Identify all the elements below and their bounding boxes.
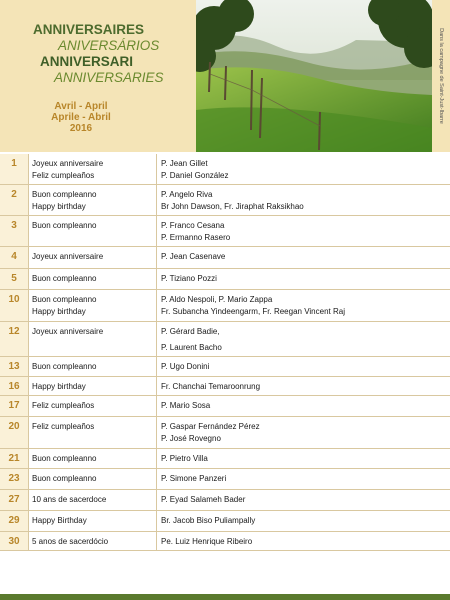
person-name: P. Gaspar Fernández Pérez [161, 422, 260, 431]
day-cell [0, 216, 29, 246]
day-number: 30 [8, 536, 20, 547]
day-cell [0, 396, 29, 416]
person-name: P. José Rovegno [161, 434, 221, 443]
day-number: 21 [8, 453, 20, 464]
column-divider [156, 154, 157, 184]
column-divider [156, 449, 157, 468]
greeting-text: Buon compleanno [32, 221, 97, 230]
table-row [0, 290, 450, 322]
column-divider [156, 417, 157, 448]
person-name: P. Laurent Bacho [161, 343, 222, 352]
person-name: P. Mario Sosa [161, 401, 211, 410]
table-row [0, 185, 450, 216]
person-name: P. Daniel González [161, 171, 229, 180]
greeting-text: Buon compleanno [32, 362, 97, 371]
title-portuguese: ANIVERSÁRIOS [58, 38, 160, 53]
table-row [0, 511, 450, 532]
person-name: P. Franco Cesana [161, 221, 225, 230]
day-number: 4 [11, 251, 17, 262]
table-row [0, 377, 450, 396]
person-name: P. Simone Panzeri [161, 474, 227, 483]
month-line-2: Aprile - Abril [51, 112, 111, 123]
person-name: P. Jean Gillet [161, 159, 208, 168]
person-name: P. Eyad Salameh Bader [161, 495, 246, 504]
title-french: ANNIVERSAIRES [33, 22, 145, 37]
greeting-text: Buon compleanno [32, 190, 97, 199]
title-english: ANNIVERSARIES [54, 70, 164, 85]
column-divider [156, 247, 157, 268]
person-name: Br John Dawson, Fr. Jiraphat Raksikhao [161, 202, 304, 211]
anniversary-table [0, 154, 450, 551]
column-divider [156, 357, 157, 376]
photo-credit-strip [432, 0, 450, 152]
table-row [0, 417, 450, 449]
table-row [0, 247, 450, 269]
greeting-text: Feliz cumpleaños [32, 401, 95, 410]
greeting-text: Buon compleanno [32, 474, 97, 483]
column-divider [156, 469, 157, 489]
table-row [0, 216, 450, 247]
person-name: Br. Jacob Biso Puliampally [161, 516, 256, 525]
person-name: P. Ermanno Rasero [161, 233, 231, 242]
title-italian: ANNIVERSARI [40, 54, 134, 69]
footer-bar [0, 594, 450, 600]
day-number: 3 [11, 220, 17, 231]
table-row [0, 154, 450, 185]
day-number: 20 [8, 421, 20, 432]
day-number: 16 [8, 381, 20, 392]
column-divider [156, 322, 157, 356]
day-cell [0, 377, 29, 395]
month-block [50, 101, 112, 134]
greeting-text: Feliz cumpleaños [32, 422, 95, 431]
day-number: 12 [8, 326, 20, 337]
day-number: 13 [8, 361, 20, 372]
greeting-text: Buon compleanno [32, 295, 97, 304]
column-divider [156, 511, 157, 531]
day-number: 5 [11, 273, 17, 284]
day-number: 17 [8, 400, 20, 411]
greeting-text: Happy birthday [32, 307, 86, 316]
greeting-text: Joyeux anniversaire [32, 159, 104, 168]
greeting-text: Buon compleanno [32, 454, 97, 463]
day-cell [0, 511, 29, 531]
column-divider [156, 290, 157, 321]
table-row [0, 322, 450, 357]
column-divider [156, 532, 157, 550]
person-name: P. Jean Casenave [161, 252, 226, 261]
person-name: Pe. Luiz Henrique Ribeiro [161, 537, 253, 546]
year: 2016 [69, 123, 93, 134]
day-cell [0, 469, 29, 489]
day-cell [0, 247, 29, 268]
table-row [0, 449, 450, 469]
day-number: 2 [11, 189, 17, 200]
greeting-text: Buon compleanno [32, 274, 97, 283]
person-name: P. Ugo Donini [161, 362, 210, 371]
day-cell [0, 185, 29, 215]
column-divider [156, 377, 157, 395]
greeting-text: Happy birthday [32, 202, 86, 211]
table-row [0, 269, 450, 290]
day-cell [0, 357, 29, 376]
day-number: 1 [11, 158, 17, 169]
table-row [0, 357, 450, 377]
day-cell [0, 532, 29, 550]
greeting-text: Feliz cumpleaños [32, 171, 95, 180]
day-cell [0, 417, 29, 448]
greeting-text: Happy Birthday [32, 516, 87, 525]
table-row [0, 490, 450, 511]
photo-credit: Dans la campagne de Saint-Just-Ibarre [438, 28, 444, 124]
day-cell [0, 290, 29, 321]
table-row [0, 532, 450, 551]
person-name: Fr. Chanchai Temaroonrung [161, 382, 261, 391]
day-cell [0, 269, 29, 289]
day-cell [0, 154, 29, 184]
day-cell [0, 449, 29, 468]
person-name: P. Angelo Riva [161, 190, 213, 199]
day-cell [0, 322, 29, 356]
column-divider [156, 216, 157, 246]
greeting-text: Happy birthday [32, 382, 86, 391]
greeting-text: Joyeux anniversaire [32, 252, 104, 261]
column-divider [156, 185, 157, 215]
greeting-text: Joyeux anniversaire [32, 327, 104, 336]
greeting-text: 10 ans de sacerdoce [32, 495, 107, 504]
table-row [0, 469, 450, 490]
countryside-photo [196, 0, 432, 152]
person-name: P. Pietro Villa [161, 454, 208, 463]
greeting-text: 5 anos de sacerdócio [32, 537, 109, 546]
person-name: P. Aldo Nespoli, P. Mario Zappa [161, 295, 273, 304]
table-row [0, 396, 450, 417]
column-divider [156, 269, 157, 289]
day-cell [0, 490, 29, 510]
day-number: 10 [8, 294, 20, 305]
person-name: Fr. Subancha Yindeengarm, Fr. Reegan Vincent Raj [161, 307, 345, 316]
day-number: 29 [8, 515, 20, 526]
column-divider [156, 490, 157, 510]
countryside-photo-image [196, 0, 432, 152]
day-number: 23 [8, 473, 20, 484]
day-number: 27 [8, 494, 20, 505]
person-name: P. Gérard Badie, [161, 327, 220, 336]
column-divider [156, 396, 157, 416]
month-line-1: Avril - April [54, 101, 108, 112]
person-name: P. Tiziano Pozzi [161, 274, 217, 283]
